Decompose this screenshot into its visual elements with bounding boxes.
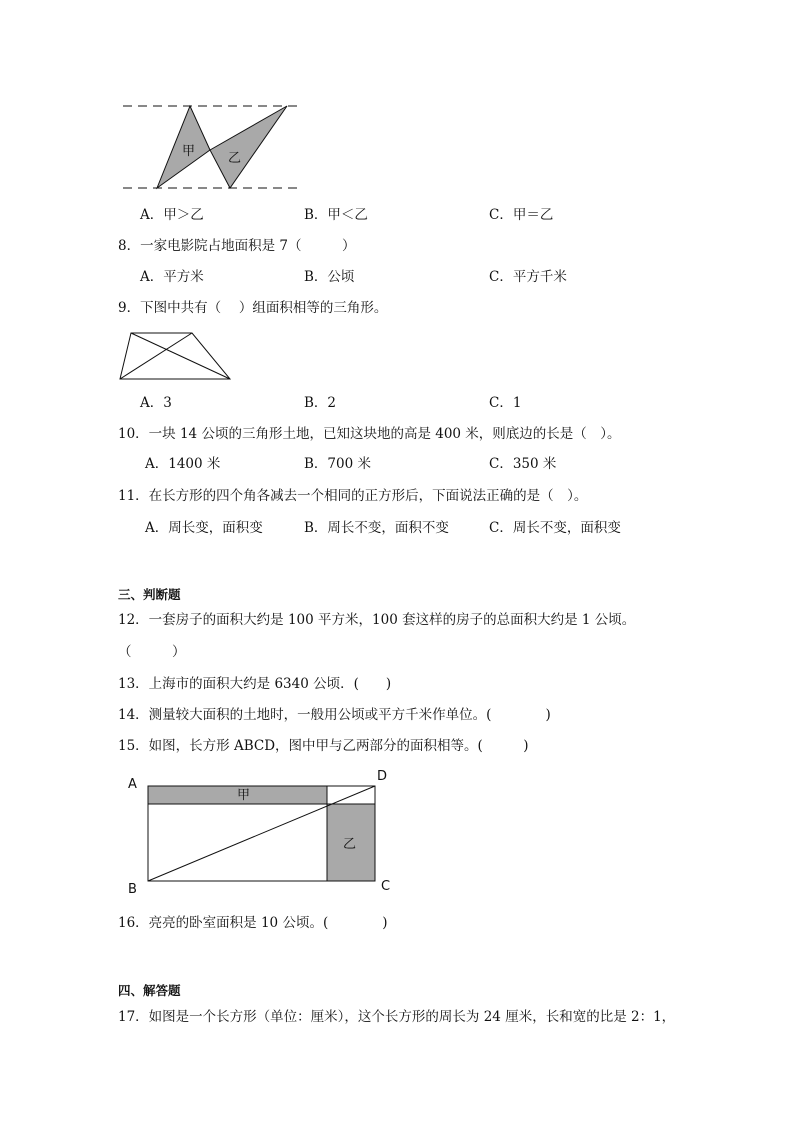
q12-stem: 12．一套房子的面积大约是 100 平方米，100 套这样的房子的总面积大约是 1 公顷。 bbox=[118, 612, 636, 628]
q11-stem: 11．在长方形的四个角各减去一个相同的正方形后，下面说法正确的是（ ）。 bbox=[118, 488, 588, 504]
vertex-b: B bbox=[128, 882, 137, 897]
vertex-a: A bbox=[128, 777, 137, 792]
label-jia: 甲 bbox=[182, 144, 196, 159]
q10-stem: 10．一块 14 公顷的三角形土地，已知这块地的高是 400 米，则底边的长是（ ）。 bbox=[118, 426, 621, 442]
label-jia: 甲 bbox=[237, 788, 251, 803]
q8-option-c[interactable]: C．平方千米 bbox=[489, 269, 567, 285]
vertex-d: D bbox=[377, 769, 388, 784]
q9-option-b[interactable]: B．2 bbox=[304, 395, 337, 411]
q7-option-c[interactable]: C．甲＝乙 bbox=[489, 207, 554, 223]
q9-option-c[interactable]: C．1 bbox=[489, 395, 522, 411]
q8-option-b[interactable]: B．公顷 bbox=[304, 269, 355, 285]
q13-stem: 13．上海市的面积大约是 6340 公顷．( ) bbox=[118, 676, 392, 692]
q7-option-b[interactable]: B．甲＜乙 bbox=[304, 207, 368, 223]
q10-option-a[interactable]: A．1400 米 bbox=[145, 456, 221, 472]
q7-option-a[interactable]: A．甲＞乙 bbox=[140, 207, 204, 223]
q9-stem: 9．下图中共有（ ）组面积相等的三角形。 bbox=[118, 300, 388, 316]
section-4-heading: 四、解答题 bbox=[118, 983, 181, 998]
q11-option-c[interactable]: C．周长不变，面积变 bbox=[489, 520, 621, 536]
q17-stem: 17．如图是一个长方形（单位：厘米），这个长方形的周长为 24 厘米，长和宽的比是 2：1， bbox=[118, 1009, 676, 1025]
q15-stem: 15．如图，长方形 ABCD，图中甲与乙两部分的面积相等。( ) bbox=[118, 738, 529, 754]
q11-option-a[interactable]: A．周长变，面积变 bbox=[145, 520, 263, 536]
q8-stem: 8．一家电影院占地面积是 7（ ） bbox=[118, 238, 356, 254]
q14-stem: 14．测量较大面积的土地时，一般用公顷或平方千米作单位。( ) bbox=[118, 707, 551, 723]
q10-option-c[interactable]: C．350 米 bbox=[489, 456, 557, 472]
q12-answer-blank[interactable]: （ ） bbox=[118, 644, 186, 660]
vertex-c: C bbox=[381, 879, 391, 894]
label-yi: 乙 bbox=[228, 151, 242, 166]
q10-option-b[interactable]: B．700 米 bbox=[304, 456, 371, 472]
q16-stem: 16．亮亮的卧室面积是 10 公顷。( ) bbox=[118, 915, 388, 931]
q9-option-a[interactable]: A．3 bbox=[140, 395, 172, 411]
q11-option-b[interactable]: B．周长不变，面积不变 bbox=[304, 520, 449, 536]
label-yi: 乙 bbox=[343, 837, 357, 852]
section-3-heading: 三、判断题 bbox=[118, 587, 181, 602]
q8-option-a[interactable]: A．平方米 bbox=[140, 269, 204, 285]
